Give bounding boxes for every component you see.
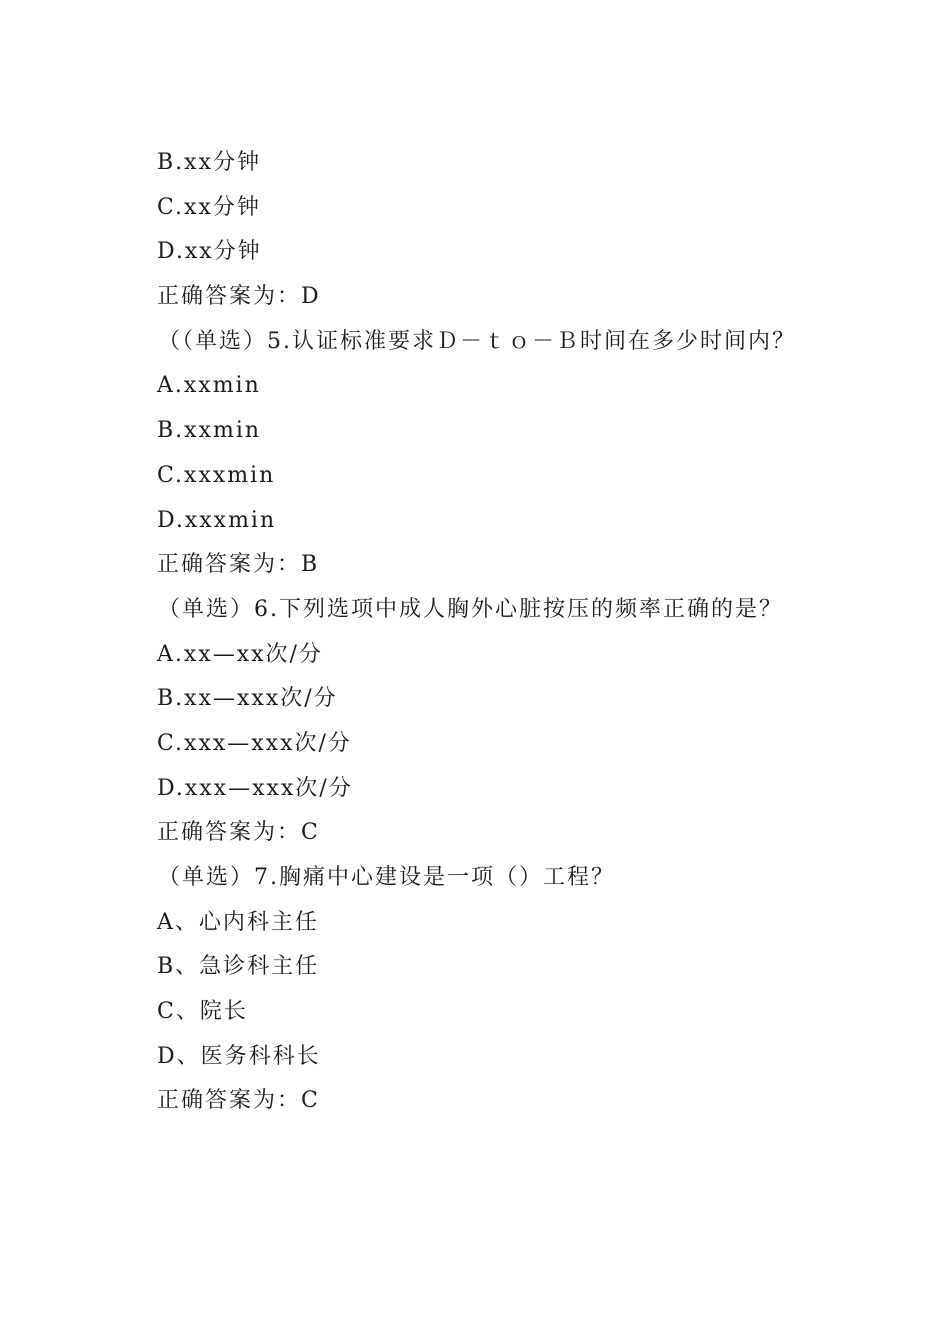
option-a-q5: A.xxmin xyxy=(157,373,261,399)
question-7: （单选）7.胸痛中心建设是一项（）工程？ xyxy=(158,865,615,890)
answer-q7: 正确答案为：C xyxy=(157,1088,320,1114)
option-a-q7: A、心内科主任 xyxy=(157,909,319,935)
option-b-q4: B.xx分钟 xyxy=(157,150,261,175)
option-a-q6: A.xx—xx次/分 xyxy=(157,641,323,667)
question-5: （（单选）5.认证标准要求Ｄ－ｔｏ－Ｂ时间在多少时间内？ xyxy=(158,328,796,354)
answer-q4: 正确答案为：D xyxy=(157,284,321,310)
option-c-q7: C、院长 xyxy=(157,999,248,1025)
option-d-q4: D.xx分钟 xyxy=(157,239,262,265)
question-6: （单选）6.下列选项中成人胸外心脏按压的频率正确的是？ xyxy=(158,596,783,622)
option-c-q4: C.xx分钟 xyxy=(157,194,261,220)
quiz-content xyxy=(157,141,857,1124)
option-b-q5: B.xxmin xyxy=(157,418,262,444)
option-b-q7: B、急诊科主任 xyxy=(157,954,320,980)
answer-q6: 正确答案为：C xyxy=(157,820,320,846)
option-c-q5: C.xxxmin xyxy=(157,462,276,488)
option-d-q5: D.xxxmin xyxy=(157,507,277,533)
option-d-q6: D.xxx—xxx次/分 xyxy=(157,775,353,801)
answer-q5: 正确答案为：B xyxy=(157,552,320,578)
option-d-q7: D、医务科科长 xyxy=(157,1043,321,1069)
option-b-q6: B.xx—xxx次/分 xyxy=(157,686,338,712)
option-c-q6: C.xxx—xxx次/分 xyxy=(157,730,352,756)
